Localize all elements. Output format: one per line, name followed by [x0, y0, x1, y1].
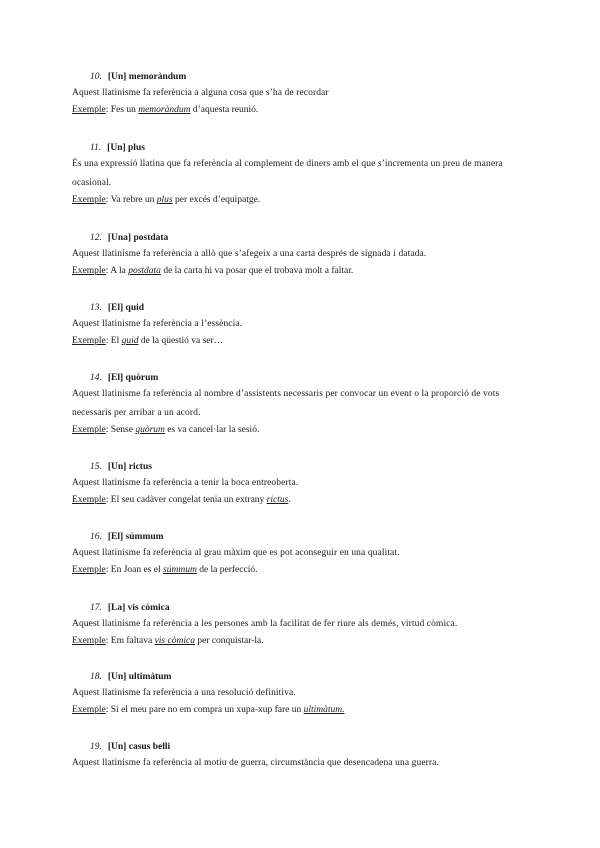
entry-ultimatum	[72, 671, 532, 718]
entry-example	[72, 703, 532, 718]
example-text-end: es va cancel·lar la sesió.	[164, 425, 260, 435]
entry-definition: Aquest llatinisme fa referència a les persones amb la facilitat de fer riure als demés, virtud còmica.	[72, 619, 458, 629]
entry-term: [Un] casus belli	[107, 742, 171, 752]
entry-definition: Aquest llatinisme fa referència a l’essència.	[72, 319, 243, 329]
entry-term: [El] quòrum	[107, 373, 159, 383]
entry-term: [Un] memoràndum	[107, 72, 187, 82]
entry-number: 14.	[90, 373, 102, 383]
entry-definition: Aquest llatinisme fa referència a una resolució definitiva.	[72, 688, 296, 698]
example-text: : El	[105, 336, 122, 346]
example-label: Exemple	[72, 105, 106, 115]
entry-summum	[72, 531, 532, 578]
entry-definition: Aquest llatinisme fa referència a allò que s’afegeix a una carta després de signada i datada.	[72, 249, 427, 259]
entry-title	[90, 232, 532, 245]
example-word: quid	[121, 336, 139, 346]
example-word: quòrum	[135, 425, 165, 435]
example-word: plus	[156, 195, 173, 205]
entry-number: 19.	[90, 742, 102, 752]
entry-plus	[72, 142, 532, 208]
entry-example	[72, 103, 532, 118]
entry-definition: Aquest llatinisme fa referència al motiu de guerra, circumstància que desencadena una guerra.	[72, 758, 439, 768]
entry-definition: Aquest llatinisme fa referència a alguna cosa que s’ha de recordar	[72, 88, 329, 98]
example-word: rictus	[266, 495, 289, 505]
entry-number: 10.	[90, 72, 102, 82]
example-text-end: de la perfecció.	[196, 565, 258, 575]
entry-example	[72, 563, 532, 578]
example-text: : Em faltava	[105, 636, 155, 646]
example-label: Exemple	[72, 495, 106, 505]
entry-number: 15.	[90, 462, 102, 472]
entry-term: [Un] plus	[107, 143, 145, 153]
entry-number: 13.	[90, 303, 102, 313]
example-label: Exemple	[72, 425, 106, 435]
entry-title	[90, 372, 532, 385]
entry-definition: Aquest llatinisme fa referència al nombre d’assistents necessaris per convocar un event o la proporció de vots necessaris per arribar a un acord.	[72, 389, 500, 418]
example-text: : En Joan es el	[105, 565, 164, 575]
entry-title	[90, 142, 532, 155]
entry-definition: Aquest llatinisme fa referència a tenir la boca entreoberta.	[72, 478, 299, 488]
example-label: Exemple	[72, 705, 106, 715]
example-text: : Sense	[105, 425, 136, 435]
example-text: : Va rebre un	[105, 195, 157, 205]
entry-casus-belli	[72, 741, 532, 773]
entry-example	[72, 634, 532, 649]
entry-example	[72, 334, 532, 349]
example-word: postdata	[128, 266, 161, 276]
example-text: : Si el meu pare no em compra un xupa-xup fare un	[105, 705, 304, 715]
entry-number: 16.	[90, 532, 102, 542]
entry-title	[90, 461, 532, 474]
example-label: Exemple	[72, 195, 106, 205]
entry-number: 12.	[90, 233, 102, 243]
entry-title	[90, 302, 532, 315]
entry-definition: Aquest llatinisme fa referència al grau màxim que es pot aconseguir en una qualitat.	[72, 548, 400, 558]
example-label: Exemple	[72, 266, 106, 276]
example-word: vis còmica	[154, 636, 195, 646]
entry-postdata	[72, 232, 532, 279]
example-text-end: de la carta hi va posar que el trobava molt a faltar.	[160, 266, 354, 276]
entry-title	[90, 531, 532, 544]
entry-memorandum	[72, 71, 532, 118]
entry-title	[90, 602, 532, 615]
entry-term: [Un] rictus	[107, 462, 152, 472]
example-word: súmmum	[163, 565, 197, 575]
entry-term: [Una] postdata	[107, 233, 169, 243]
entry-example	[72, 423, 532, 438]
example-text-end: per excés d’equipatge.	[172, 195, 261, 205]
entry-title	[90, 671, 532, 684]
entry-term: [Un] ultimàtum	[107, 672, 172, 682]
entry-term: [La] vis còmica	[107, 603, 170, 613]
entry-title	[90, 741, 532, 754]
entry-quorum	[72, 372, 532, 438]
example-label: Exemple	[72, 336, 106, 346]
entry-vis-comica	[72, 602, 532, 649]
entry-example	[72, 264, 532, 279]
entry-number: 18.	[90, 672, 102, 682]
entry-rictus	[72, 461, 532, 508]
example-label: Exemple	[72, 565, 106, 575]
entry-example	[72, 493, 532, 508]
entry-definition: És una expressió llatina que fa referència al complement de diners amb el que s’incrementa un preu de manera ocasional.	[72, 159, 503, 188]
example-text-end: de la qüestió va ser…	[138, 336, 224, 346]
example-text-end: per conquistar-la.	[194, 636, 264, 646]
example-label: Exemple	[72, 636, 106, 646]
example-text: : A la	[105, 266, 129, 276]
entry-term: [El] súmmum	[107, 532, 164, 542]
example-text-end: d’aquesta reunió.	[190, 105, 259, 115]
entry-number: 11.	[90, 143, 102, 153]
entry-title	[90, 71, 532, 84]
example-text: : Fes un	[105, 105, 139, 115]
example-text-end: .	[288, 495, 291, 505]
entry-quid	[72, 302, 532, 349]
entry-number: 17.	[90, 603, 102, 613]
entry-example	[72, 193, 532, 208]
entry-term: [El] quid	[107, 303, 145, 313]
example-word: ultimàtum.	[303, 705, 345, 715]
example-word: memoràndum	[138, 105, 191, 115]
example-text: : El seu cadàver congelat tenia un extrany	[105, 495, 267, 505]
